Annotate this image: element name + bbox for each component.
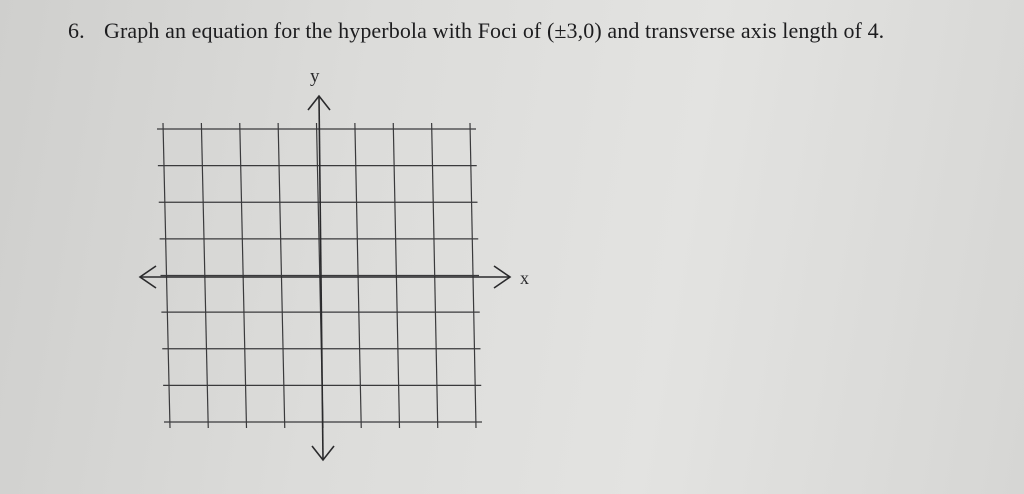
question-prompt: Graph an equation for the hyperbola with Foci of (±3,0) and transverse axis length of 4. bbox=[104, 18, 885, 43]
question-number: 6. bbox=[68, 18, 85, 43]
y-axis-label: y bbox=[310, 66, 320, 87]
x-axis-label: x bbox=[520, 268, 529, 288]
